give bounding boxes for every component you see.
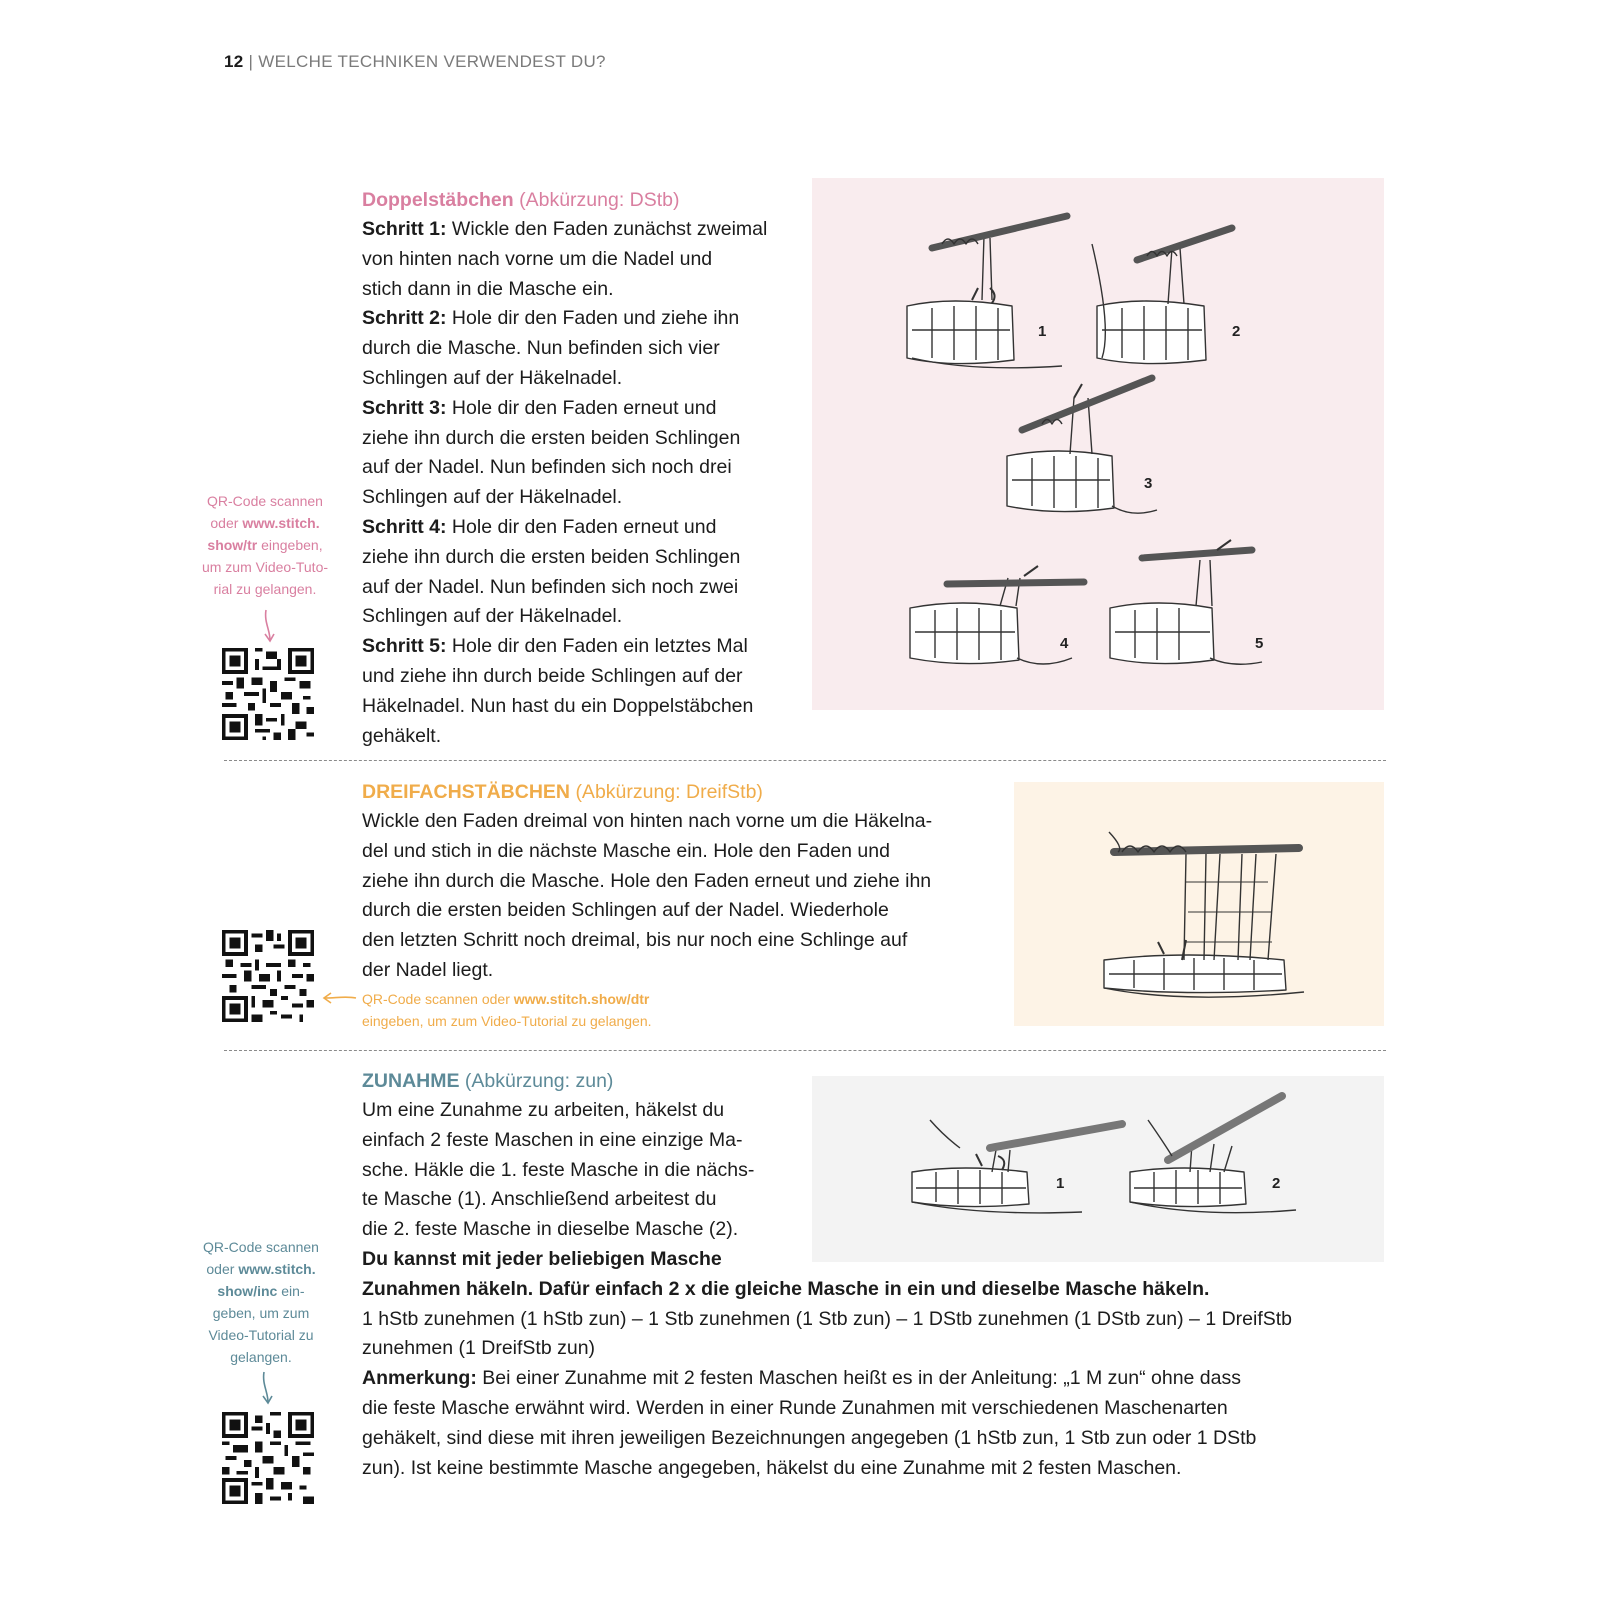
qr-code-zun[interactable]: [222, 1412, 314, 1504]
dreifstb-illustration-panel: [1014, 782, 1384, 1026]
text-line: den letzten Schritt noch dreimal, bis nur noch eine Schlinge auf: [362, 929, 908, 952]
zun-illustration: [812, 1076, 1384, 1262]
qr-url[interactable]: show/inc: [217, 1283, 278, 1299]
figure-label: 1: [1056, 1175, 1065, 1192]
running-head: [224, 52, 606, 72]
qr-note-line: ein-: [277, 1283, 305, 1299]
figure-label: 4: [1060, 635, 1069, 652]
step-3: [362, 394, 802, 513]
arrow-left-icon: [322, 990, 358, 1006]
qr-note-line: eingeben,: [257, 537, 323, 553]
qr-code-dstb[interactable]: [222, 648, 314, 740]
chapter-title: WELCHE TECHNIKEN VERWENDEST DU?: [258, 52, 606, 71]
emphasis-line: Du kannst mit jeder beliebigen Masche: [362, 1247, 722, 1270]
figure-label: 2: [1232, 323, 1241, 340]
note-label: Anmerkung:: [362, 1367, 477, 1390]
step-text: von hinten nach vorne um die Nadel und: [362, 247, 713, 270]
dreifstb-text: [362, 807, 1002, 986]
step-text: ziehe ihn durch die ersten beiden Schlingen: [362, 545, 741, 568]
section-divider: [224, 760, 1386, 761]
arrow-down-icon: [260, 608, 280, 644]
text-line: te Masche (1). Anschließend arbeitest du: [362, 1188, 717, 1211]
qr-note-zun: [186, 1236, 336, 1368]
step-2: [362, 304, 802, 393]
dstb-figure-3: [1007, 378, 1157, 513]
header-separator: |: [248, 52, 254, 71]
qr-code-dreifstb[interactable]: [222, 930, 314, 1022]
step-text: Schlingen auf der Häkelnadel.: [362, 486, 623, 509]
qr-note-line: oder: [210, 515, 243, 531]
step-text: Wickle den Faden zunächst zweimal: [446, 218, 768, 240]
qr-note-dreifstb: [362, 988, 862, 1032]
dstb-illustration: [812, 178, 1384, 710]
figure-label: 3: [1144, 475, 1153, 492]
dreifstb-illustration: [1014, 782, 1384, 1026]
step-text: Hole dir den Faden ein letztes Mal: [446, 635, 748, 658]
dstb-figure-5: [1110, 540, 1262, 664]
text-line: sche. Häkle die 1. feste Masche in die nächs-: [362, 1158, 755, 1181]
text-line: die 2. feste Masche in dieselbe Masche (2).: [362, 1218, 739, 1241]
page-number: 12: [224, 52, 244, 71]
dstb-heading: [362, 186, 680, 216]
step-label: Schritt 5:: [362, 635, 447, 658]
text-line: der Nadel liegt.: [362, 958, 494, 981]
figure-label: 2: [1272, 1175, 1281, 1192]
step-text: Häkelnadel. Nun hast du ein Doppelstäbchen: [362, 694, 754, 717]
step-text: Hole dir den Faden erneut und: [446, 515, 717, 538]
zun-figure-2: [1130, 1096, 1296, 1213]
dreifstb-title: DREIFACHSTÄBCHEN: [362, 781, 571, 803]
step-label: Schritt 4:: [362, 515, 447, 538]
dstb-figure-4: [910, 566, 1084, 664]
qr-note-line: gelangen.: [230, 1349, 292, 1365]
step-text: Hole dir den Faden und ziehe ihn: [446, 307, 740, 330]
step-text: ziehe ihn durch die ersten beiden Schlingen: [362, 426, 741, 449]
arrow-down-icon: [258, 1370, 278, 1406]
qr-note-line: QR-Code scannen: [207, 493, 323, 509]
qr-note-line: um zum Video-Tuto-: [201, 559, 329, 575]
step-text: Schlingen auf der Häkelnadel.: [362, 605, 623, 628]
step-text: durch die Masche. Nun befinden sich vier: [362, 337, 720, 360]
step-text: gehäkelt.: [362, 724, 442, 747]
text-line: die feste Masche erwähnt wird. Werden in einer Runde Zunahmen mit verschiedenen Maschenarten: [362, 1396, 1228, 1419]
qr-note-line: oder: [206, 1261, 239, 1277]
dreifstb-heading: [362, 778, 763, 808]
figure-label: 1: [1038, 323, 1047, 340]
emphasis-line: Zunahmen häkeln. Dafür einfach 2 x die gleiche Masche in ein und dieselbe Masche häkeln.: [362, 1277, 1210, 1300]
text-line: Um eine Zunahme zu arbeiten, häkelst du: [362, 1099, 725, 1121]
zun-figure-1: [912, 1120, 1122, 1213]
qr-url[interactable]: www.stitch.: [242, 515, 320, 531]
zun-abbr: (Abkürzung: zun): [464, 1070, 614, 1092]
text-line: del und stich in die nächste Masche ein. Hole den Faden und: [362, 839, 890, 862]
text-line: zunehmen (1 DreifStb zun): [362, 1337, 596, 1360]
step-text: stich dann in die Masche ein.: [362, 277, 614, 300]
qr-note-line: Video-Tutorial zu: [208, 1327, 314, 1343]
step-text: Schlingen auf der Häkelnadel.: [362, 366, 623, 389]
dstb-title: Doppelstäbchen: [362, 189, 514, 211]
text-line: Wickle den Faden dreimal von hinten nach vorne um die Häkelna-: [362, 810, 933, 832]
step-text: Hole dir den Faden erneut und: [446, 396, 717, 419]
qr-url[interactable]: www.stitch.: [238, 1261, 316, 1277]
qr-url[interactable]: show/tr: [207, 537, 258, 553]
text-line: 1 hStb zunehmen (1 hStb zun) – 1 Stb zunehmen (1 Stb zun) – 1 DStb zunehmen (1 DStb zun) – 1 DreifStb: [362, 1307, 1293, 1330]
qr-url[interactable]: www.stitch.show/dtr: [513, 991, 650, 1007]
text-line: Bei einer Zunahme mit 2 festen Maschen heißt es in der Anleitung: „1 M zun“ ohne dass: [476, 1367, 1241, 1390]
figure-label: 5: [1255, 635, 1264, 652]
dstb-steps: [362, 215, 802, 751]
step-label: Schritt 3:: [362, 396, 447, 419]
qr-note-dstb: [186, 490, 344, 600]
step-1: [362, 215, 802, 304]
dstb-illustration-panel: [812, 178, 1384, 710]
text-line: gehäkelt, sind diese mit ihren jeweiligen Bezeichnungen angegeben (1 hStb zun, 1 Stb zun oder 1 DStb: [362, 1426, 1257, 1449]
text-line: einfach 2 feste Maschen in eine einzige Ma-: [362, 1128, 743, 1151]
text-line: durch die ersten beiden Schlingen auf der Nadel. Wiederhole: [362, 899, 889, 922]
dstb-figure-2: [1092, 228, 1232, 364]
step-text: auf der Nadel. Nun befinden sich noch drei: [362, 456, 732, 479]
dstb-figure-1: [907, 216, 1067, 368]
qr-note-line: rial zu gelangen.: [213, 581, 317, 597]
zun-illustration-panel: [812, 1076, 1384, 1262]
step-text: und ziehe ihn durch beide Schlingen auf der: [362, 664, 743, 687]
step-label: Schritt 2:: [362, 307, 447, 330]
zun-heading: [362, 1067, 613, 1097]
step-label: Schritt 1:: [362, 218, 447, 240]
dstb-abbr: (Abkürzung: DStb): [519, 189, 680, 211]
qr-note-line: geben, um zum: [212, 1305, 310, 1321]
step-text: auf der Nadel. Nun befinden sich noch zwei: [362, 575, 739, 598]
step-5: [362, 632, 802, 751]
qr-note-line: eingeben, um zum Video-Tutorial zu gelangen.: [362, 1013, 652, 1029]
dreifstb-abbr: (Abkürzung: DreifStb): [575, 781, 763, 803]
step-4: [362, 513, 802, 632]
section-divider: [224, 1050, 1386, 1051]
text-line: ziehe ihn durch die Masche. Hole den Faden erneut und ziehe ihn: [362, 869, 932, 892]
qr-note-line: QR-Code scannen oder: [362, 991, 514, 1007]
zun-title: ZUNAHME: [362, 1070, 460, 1092]
text-line: zun). Ist keine bestimmte Masche angegeben, häkelst du eine Zunahme mit 2 festen Maschen.: [362, 1456, 1182, 1479]
qr-note-line: QR-Code scannen: [203, 1239, 319, 1255]
